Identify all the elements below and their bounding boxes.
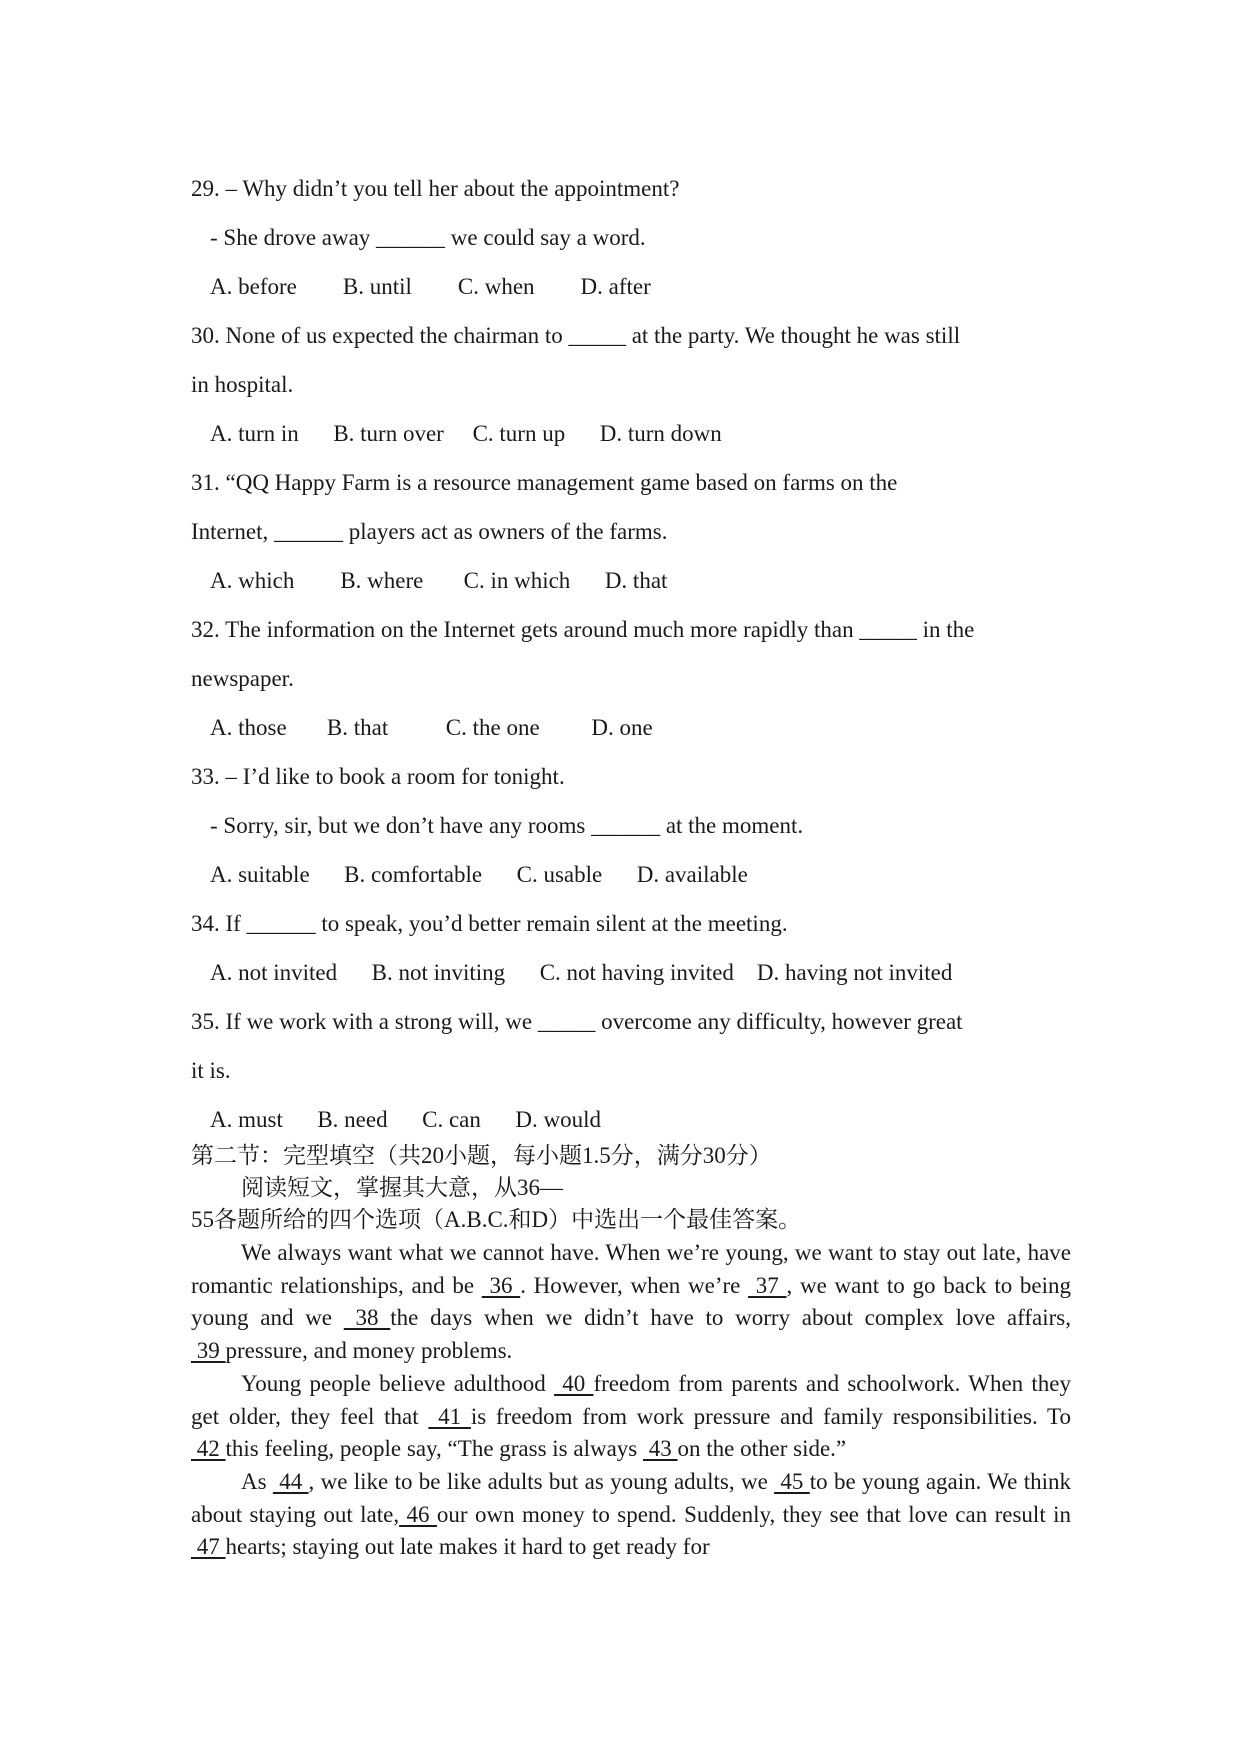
- option-d[interactable]: D. turn down: [599, 421, 722, 446]
- section-instruction-line-2: 55各题所给的四个选项（A.B.C.和D）中选出一个最佳答案。: [191, 1207, 802, 1232]
- option-a[interactable]: A. not invited: [210, 960, 338, 985]
- option-a[interactable]: A. turn in: [210, 421, 299, 446]
- passage-paragraph-3: [191, 1466, 1071, 1564]
- passage-text: freedom from parents and schoolwork. When they get older, they feel that: [191, 1370, 1072, 1429]
- blank-36: 36: [481, 1272, 521, 1298]
- blank-45: 45: [774, 1468, 810, 1494]
- question-29-stem: 29. – Why didn’t you tell her about the appointment?: [191, 176, 680, 201]
- question-32-stem: 32. The information on the Internet gets around much more rapidly than _____ in the: [191, 617, 975, 642]
- passage-text: this feeling, people say, “The grass is always: [225, 1436, 644, 1462]
- option-c[interactable]: C. can: [422, 1107, 481, 1132]
- option-b[interactable]: B. turn over: [333, 421, 444, 446]
- blank-42: 42: [191, 1436, 226, 1462]
- option-b[interactable]: B. not inviting: [371, 960, 506, 985]
- blank-46: 46: [399, 1501, 437, 1527]
- multiple-choice-section: [191, 164, 1071, 1144]
- passage-text: is freedom from work pressure and family responsibilities. To: [470, 1403, 1072, 1429]
- question-35-stem-cont: it is.: [191, 1058, 231, 1083]
- option-d[interactable]: D. having not invited: [756, 960, 953, 985]
- section-header: [191, 1140, 1071, 1236]
- option-b[interactable]: B. until: [342, 274, 412, 299]
- question-31-stem: 31. “QQ Happy Farm is a resource management game based on farms on the: [191, 470, 898, 495]
- blank-47: 47: [191, 1534, 226, 1560]
- question-30-options: [191, 409, 1071, 458]
- passage-text: , we want to go back to being young and we: [191, 1272, 1072, 1331]
- section-instruction-line-1: 阅读短文，掌握其大意，从36—: [241, 1175, 563, 1200]
- option-b[interactable]: B. comfortable: [344, 862, 483, 887]
- question-30-stem-cont: in hospital.: [191, 372, 294, 397]
- question-32-stem-cont: newspaper.: [191, 666, 294, 691]
- option-c[interactable]: C. the one: [445, 715, 540, 740]
- option-d[interactable]: D. available: [636, 862, 748, 887]
- blank-43: 43: [643, 1436, 678, 1462]
- passage-text: , we like to be like adults but as young adults, we: [308, 1468, 775, 1494]
- option-c[interactable]: C. when: [457, 274, 535, 299]
- option-c[interactable]: C. turn up: [472, 421, 566, 446]
- passage-text: our own money to spend. Suddenly, they see that love can result in: [436, 1501, 1071, 1527]
- option-a[interactable]: A. must: [210, 1107, 283, 1132]
- question-35-stem: 35. If we work with a strong will, we _____ overcome any difficulty, however great: [191, 1009, 963, 1034]
- blank-38: 38: [343, 1305, 391, 1331]
- option-c[interactable]: C. not having invited: [539, 960, 734, 985]
- question-34-stem: 34. If ______ to speak, you’d better remain silent at the meeting.: [191, 911, 788, 936]
- section-title: 第二节：完型填空（共20小题，每小题1.5分，满分30分）: [191, 1143, 772, 1168]
- question-31-options: [191, 556, 1071, 605]
- option-a[interactable]: A. before: [210, 274, 297, 299]
- passage-text: pressure, and money problems.: [225, 1338, 513, 1364]
- question-30-stem: 30. None of us expected the chairman to _____ at the party. We thought he was still: [191, 323, 961, 348]
- question-35-options: [191, 1095, 1071, 1144]
- passage-paragraph-2: [191, 1368, 1071, 1466]
- blank-44: 44: [272, 1468, 309, 1494]
- question-33-dialog: - Sorry, sir, but we don’t have any rooms ______ at the moment.: [210, 813, 804, 838]
- blank-41: 41: [428, 1403, 471, 1429]
- passage-text: We always want what we cannot have. When we’re young, we want to stay out late, have romantic relationships, and be: [191, 1240, 1071, 1298]
- option-a[interactable]: A. those: [210, 715, 287, 740]
- question-34-options: [191, 948, 1071, 997]
- question-33-options: [191, 850, 1071, 899]
- blank-37: 37: [748, 1272, 787, 1298]
- question-29-options: [191, 262, 1071, 311]
- blank-40: 40: [553, 1370, 594, 1396]
- option-a[interactable]: A. which: [210, 568, 295, 593]
- question-31-stem-cont: Internet, ______ players act as owners of the farms.: [191, 519, 668, 544]
- passage-text: Young people believe adulthood: [241, 1370, 554, 1396]
- option-c[interactable]: C. usable: [516, 862, 603, 887]
- option-d[interactable]: D. would: [515, 1107, 601, 1132]
- option-a[interactable]: A. suitable: [210, 862, 310, 887]
- passage-text: hearts; staying out late makes it hard to get ready for: [225, 1534, 710, 1560]
- blank-39: 39: [191, 1338, 226, 1364]
- passage-text: the days when we didn’t have to worry about complex love affairs,: [390, 1305, 1071, 1331]
- passage-paragraph-1: [191, 1237, 1071, 1368]
- option-b[interactable]: B. that: [326, 715, 389, 740]
- passage-text: to be young again. We think about staying out late,: [191, 1468, 1071, 1527]
- passage-text: on the other side.”: [677, 1436, 847, 1462]
- passage-text: . However, when we’re: [520, 1272, 749, 1298]
- question-32-options: [191, 703, 1071, 752]
- option-d[interactable]: D. one: [591, 715, 653, 740]
- option-b[interactable]: B. where: [340, 568, 424, 593]
- question-33-stem: 33. – I’d like to book a room for tonight.: [191, 764, 565, 789]
- option-b[interactable]: B. need: [317, 1107, 388, 1132]
- option-d[interactable]: D. after: [580, 274, 651, 299]
- passage-text: As: [241, 1468, 273, 1494]
- question-29-dialog: - She drove away ______ we could say a word.: [210, 225, 646, 250]
- cloze-passage: [191, 1237, 1071, 1564]
- option-c[interactable]: C. in which: [463, 568, 571, 593]
- option-d[interactable]: D. that: [604, 568, 668, 593]
